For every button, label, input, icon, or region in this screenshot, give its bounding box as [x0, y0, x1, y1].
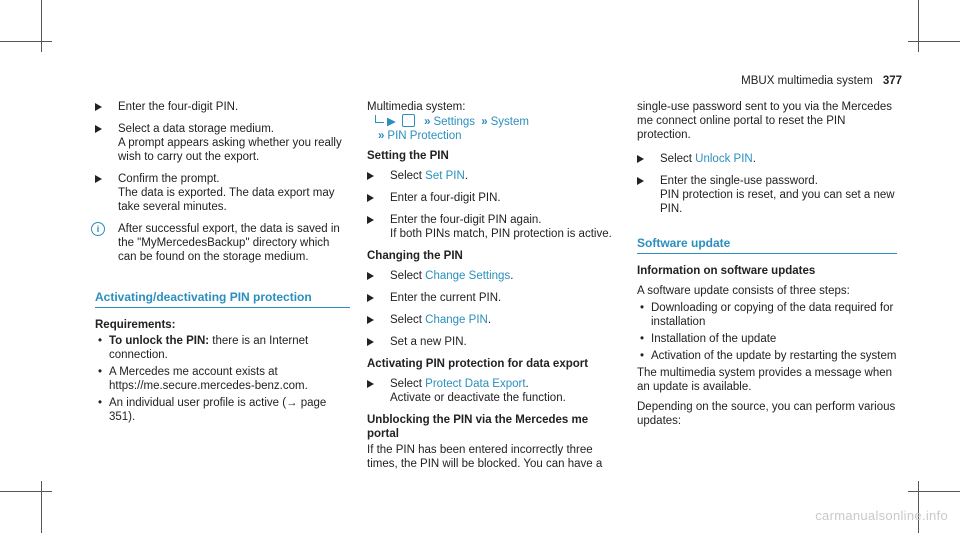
- subsection-title: Setting the PIN: [367, 150, 449, 162]
- step-arrow-icon: [367, 216, 374, 224]
- step-result: PIN protection is reset, and you can set a new PIN.: [660, 189, 895, 215]
- crop-mark: [0, 491, 52, 492]
- requirements-title: Requirements:: [95, 319, 176, 331]
- menu-link: Set PIN: [425, 170, 465, 182]
- page-number: 377: [882, 75, 902, 87]
- crop-mark: [41, 0, 42, 52]
- step-text: Select: [660, 153, 696, 165]
- crop-mark: [41, 481, 42, 533]
- column-3: [637, 100, 897, 428]
- req-bold: To unlock the PIN:: [109, 335, 210, 347]
- step-item: [367, 269, 622, 283]
- step-result: If both PINs match, PIN protection is active.: [390, 228, 612, 240]
- step-text: .: [525, 378, 529, 390]
- step-text: Enter the four-digit PIN again.: [390, 214, 542, 226]
- step-arrow-icon: [637, 155, 644, 163]
- chevron-right-icon: »: [378, 130, 385, 142]
- step-result: A prompt appears asking whether you really wish to carry out the export.: [118, 137, 342, 163]
- step-text: Set a new PIN.: [390, 336, 467, 348]
- step-item: [367, 377, 622, 405]
- paragraph: A software update consists of three steps:: [637, 285, 850, 297]
- step-text: Select: [390, 170, 426, 182]
- step-text: .: [464, 170, 469, 182]
- paragraph: If the PIN has been entered incorrectly three times, the PIN will be blocked. You can have a: [367, 444, 603, 470]
- req-text: A Mercedes me account exists at https://me.secure.mercedes-benz.com.: [109, 366, 308, 392]
- step-text: .: [510, 270, 514, 282]
- step-item: [95, 100, 350, 114]
- req-text: An individual user profile is active (→ page 351).: [109, 397, 327, 423]
- subsection-title: Activating PIN protection for data export: [367, 358, 589, 370]
- step-text: Select a data storage medium.: [118, 123, 274, 135]
- list-item: [95, 365, 350, 393]
- step-text: Select: [390, 378, 426, 390]
- step-text: Enter the single-use password.: [660, 175, 818, 187]
- chevron-right-icon: »: [481, 116, 488, 128]
- step-text: Select: [390, 314, 426, 326]
- step-item: [367, 191, 622, 205]
- home-icon: [402, 114, 415, 127]
- chevron-right-icon: ▶: [387, 116, 396, 128]
- step-arrow-icon: [367, 294, 374, 302]
- menu-link: Protect Data Export: [425, 378, 526, 390]
- menu-link: Unlock PIN: [695, 153, 753, 165]
- menu-link: Change Settings: [425, 270, 511, 282]
- step-text: Enter a four-digit PIN.: [390, 192, 501, 204]
- paragraph: single-use password sent to you via the Mercedes me connect online portal to reset the PIN protection.: [637, 101, 893, 141]
- crop-mark: [0, 41, 52, 42]
- path-intro: Multimedia system:: [367, 101, 466, 113]
- menu-path: [367, 114, 622, 143]
- step-result: Activate or deactivate the function.: [390, 392, 566, 404]
- step-arrow-icon: [95, 175, 102, 183]
- section-title: Activating/deactivating PIN protection: [95, 290, 350, 308]
- step-item: [367, 335, 622, 349]
- paragraph: Depending on the source, you can perform various updates:: [637, 401, 896, 427]
- step-item: [367, 291, 622, 305]
- crop-mark: [918, 481, 919, 533]
- step-arrow-icon: [367, 194, 374, 202]
- path-arrow-icon: [375, 115, 384, 123]
- path-system: System: [490, 116, 529, 128]
- crop-mark: [908, 41, 960, 42]
- req-text: there is an Internet connection.: [109, 335, 309, 361]
- step-item: [637, 174, 897, 216]
- column-2: [367, 100, 622, 471]
- step-item: [95, 122, 350, 164]
- crop-mark: [908, 491, 960, 492]
- step-text: Select: [390, 270, 426, 282]
- list-item: • Installation of the update: [637, 332, 897, 346]
- step-item: [367, 313, 622, 327]
- step-arrow-icon: [637, 177, 644, 185]
- chevron-right-icon: »: [424, 116, 431, 128]
- list-item: • Activation of the update by restarting the system: [637, 349, 897, 363]
- step-result: The data is exported. The data export may take several minutes.: [118, 187, 335, 213]
- step-arrow-icon: [367, 272, 374, 280]
- step-arrow-icon: [367, 338, 374, 346]
- note-text: After successful export, the data is saved in the "MyMercedesBackup" directory which can be found on the storage medium.: [118, 223, 340, 263]
- step-text: .: [752, 153, 756, 165]
- step-arrow-icon: [95, 103, 102, 111]
- step-item: [95, 172, 350, 214]
- step-arrow-icon: [367, 316, 374, 324]
- step-item: [637, 152, 897, 166]
- paragraph: The multimedia system provides a message when an update is available.: [637, 367, 893, 393]
- info-note: [95, 222, 350, 264]
- menu-link: Change PIN: [425, 314, 488, 326]
- page-header: [741, 74, 902, 88]
- step-arrow-icon: [95, 125, 102, 133]
- header-title: MBUX multimedia system: [741, 75, 873, 87]
- step-arrow-icon: [367, 172, 374, 180]
- subsection-title: Changing the PIN: [367, 250, 463, 262]
- crop-mark: [918, 0, 919, 52]
- section-title: Software update: [637, 236, 897, 254]
- step-text: Enter the four-digit PIN.: [118, 101, 239, 113]
- path-pin-protection: PIN Protection: [387, 130, 462, 142]
- subsection-title: Unblocking the PIN via the Mercedes me portal: [367, 414, 589, 440]
- step-item: [367, 213, 622, 241]
- column-1: [95, 100, 350, 427]
- info-icon: i: [91, 222, 105, 236]
- step-text: Confirm the prompt.: [118, 173, 220, 185]
- step-item: [367, 169, 622, 183]
- step-arrow-icon: [367, 380, 374, 388]
- step-text: .: [487, 314, 492, 326]
- list-item: [95, 334, 350, 362]
- watermark-text: carmanualsonline.info: [815, 508, 948, 523]
- list-item: • Downloading or copying of the data required for installation: [637, 301, 897, 329]
- path-settings: Settings: [433, 116, 476, 128]
- list-item: [95, 396, 350, 424]
- subsection-title: Information on software updates: [637, 265, 816, 277]
- step-text: Enter the current PIN.: [390, 292, 502, 304]
